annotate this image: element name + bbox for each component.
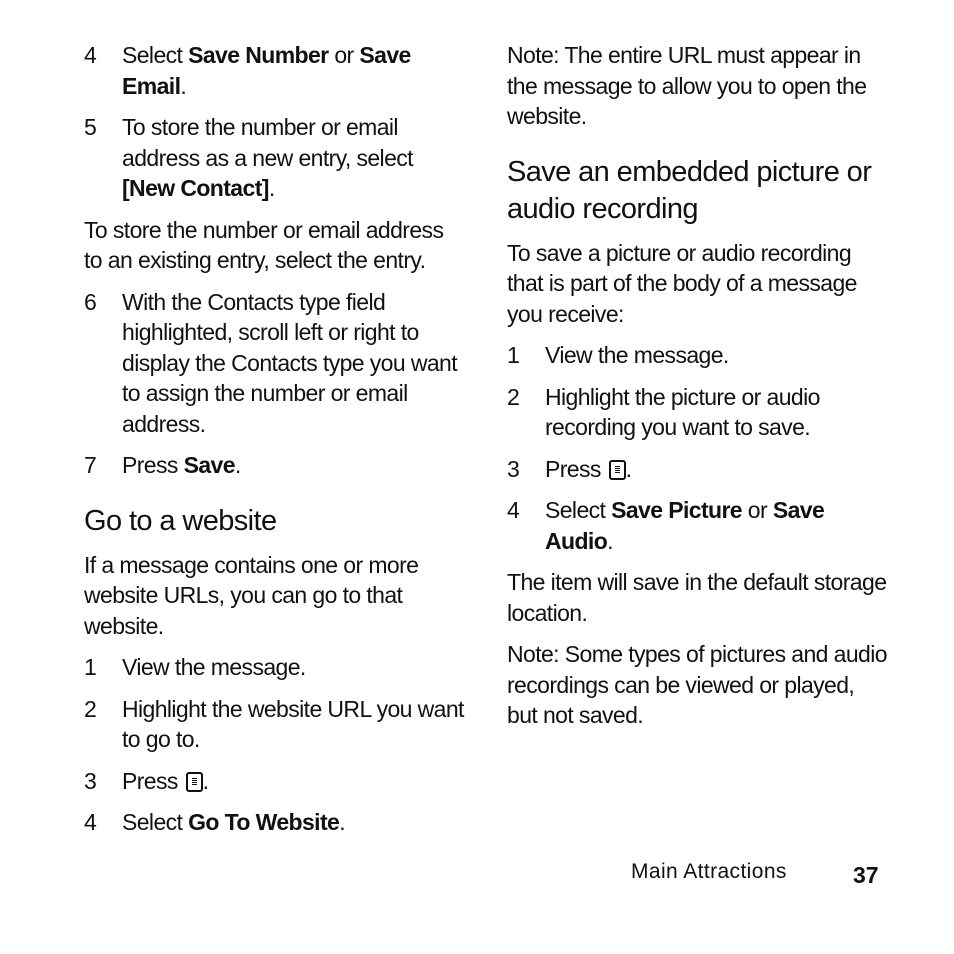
types-note: Note: Some types of pictures and audio recordings can be viewed or played, but not saved. [507,641,887,728]
website-step-2: 2 Highlight the website URL you want to go to. [84,695,464,752]
right-column [507,40,887,742]
picture-step-3: 3 Press . [507,455,632,482]
step-5-new-contact: 5 To store the number or email address as a new entry, select [New Contact]. [84,114,413,201]
website-intro-paragraph: If a message contains one or more website URLs, you can go to that website. [84,551,419,639]
step-7-press-save: 7 Press Save. [84,452,241,478]
website-step-1: 1 View the message. [84,654,306,680]
menu-key-icon [186,772,203,792]
default-storage-paragraph: The item will save in the default storage location. [507,569,887,626]
menu-key-icon [609,460,626,480]
footer-section-title: Main Attractions [631,860,787,883]
step-4-save-number: 4 Select Save Number or Save Email. [84,42,411,99]
left-column [84,40,464,849]
page-number: 37 [853,862,879,888]
step-6-contacts-type: 6 With the Contacts type field highlighted, scroll left or right to display the Contacts type you want to assign the number or email address. [84,288,458,437]
go-to-website-heading: Go to a website [84,504,277,537]
save-picture-intro: To save a picture or audio recording that is part of the body of a message you receive: [507,239,857,327]
website-step-3: 3 Press . [84,767,209,794]
website-step-4: 4 Select Go To Website. [84,809,345,835]
picture-step-2: 2 Highlight the picture or audio recording you want to save. [507,383,820,440]
save-picture-heading: Save an embedded picture or audio recording [507,155,872,225]
existing-entry-paragraph: To store the number or email address to an existing entry, select the entry. [84,216,444,273]
picture-step-4: 4 Select Save Picture or Save Audio. [507,497,825,554]
picture-step-1: 1 View the message. [507,342,729,368]
url-note: Note: The entire URL must appear in the message to allow you to open the website. [507,42,867,129]
